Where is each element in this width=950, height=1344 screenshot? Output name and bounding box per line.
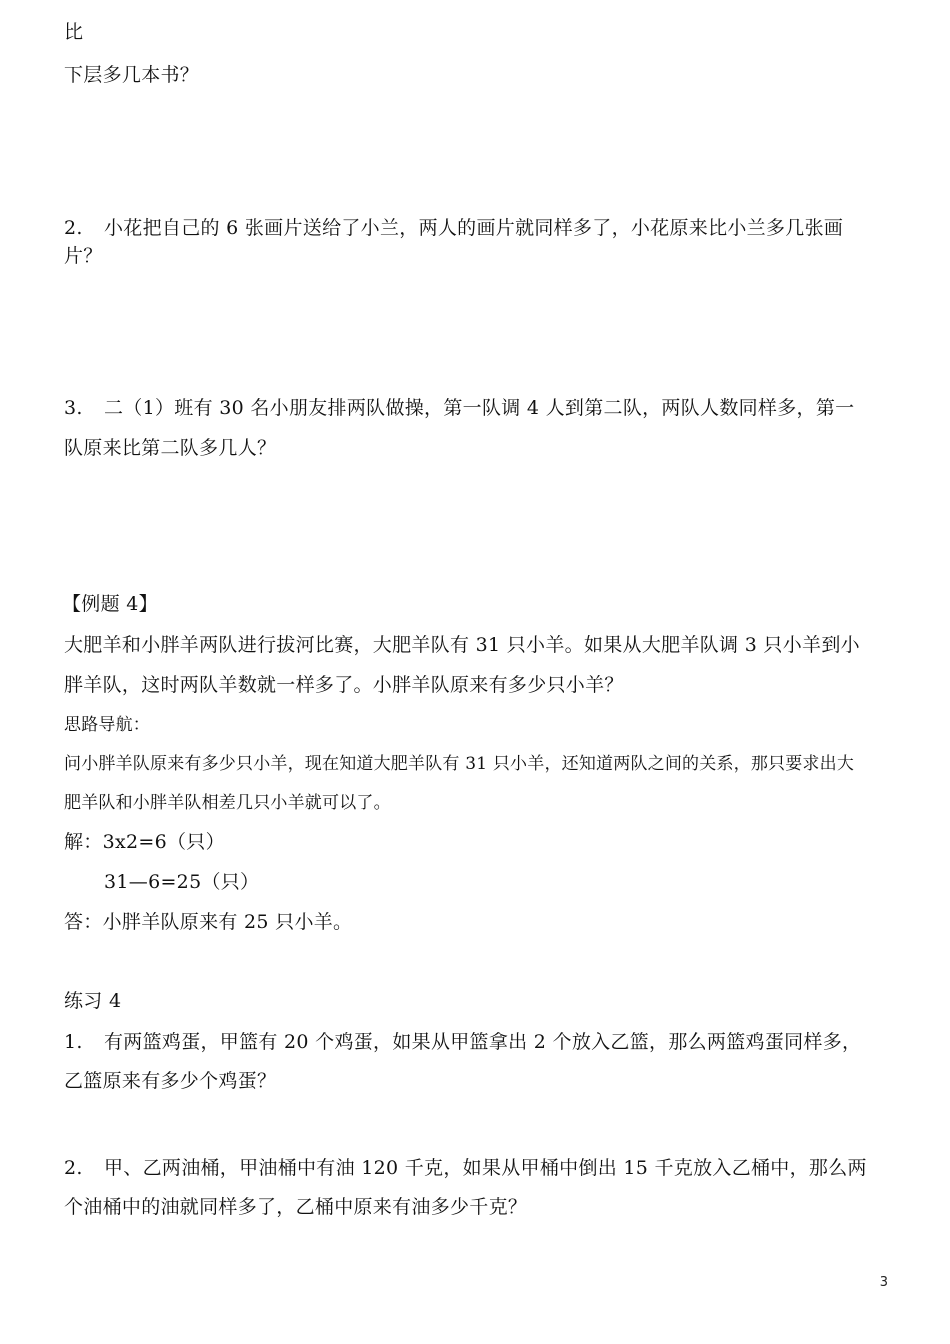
hint-line-1: 问小胖羊队原来有多少只小羊，现在知道大肥羊队有 31 只小羊，还知道两队之间的关系，那只要求出大: [64, 754, 855, 774]
question-number: 3.: [64, 397, 83, 419]
page-number: 3: [879, 1275, 888, 1290]
practice-text: 甲、乙两油桶，甲油桶中有油 120 千克，如果从甲桶中倒出 15 千克放入乙桶中，那么两: [104, 1157, 867, 1179]
text-line-top-1: 比: [64, 21, 84, 43]
solution-line-1: 解：3x2=6（只）: [64, 831, 225, 853]
question-text: 小花把自己的 6 张画片送给了小兰，两人的画片就同样多了，小花原来比小兰多几张画: [104, 217, 844, 239]
example-problem-line-1: 大肥羊和小胖羊两队进行拔河比赛，大肥羊队有 31 只小羊。如果从大肥羊队调 3 只小羊到小: [64, 634, 860, 656]
text-line-top-2: 下层多几本书？: [64, 64, 200, 86]
question-3-line-1: [64, 396, 854, 420]
question-3-line-2: 队原来比第二队多几人？: [64, 437, 277, 459]
answer-line: 答：小胖羊队原来有 25 只小羊。: [64, 911, 353, 933]
example-problem-line-2: 胖羊队，这时两队羊数就一样多了。小胖羊队原来有多少只小羊？: [64, 674, 624, 696]
practice-1-line-1: [64, 1030, 861, 1054]
question-2-line-2: 片？: [64, 245, 103, 267]
question-2-line-1: [64, 216, 843, 240]
question-number: 2.: [64, 217, 83, 239]
hint-line-2: 肥羊队和小胖羊队相差几只小羊就可以了。: [64, 793, 391, 813]
practice-1-line-2: 乙篮原来有多少个鸡蛋？: [64, 1070, 277, 1092]
practice-number: 2.: [64, 1157, 83, 1179]
practice-2-line-1: [64, 1156, 867, 1180]
example-title: 【例题 4】: [62, 593, 158, 615]
practice-2-line-2: 个油桶中的油就同样多了，乙桶中原来有油多少千克？: [64, 1196, 528, 1218]
question-text: 二（1）班有 30 名小朋友排两队做操，第一队调 4 人到第二队，两队人数同样多，第一: [104, 397, 855, 419]
solution-line-2: 31—6=25（只）: [104, 871, 260, 893]
practice-text: 有两篮鸡蛋，甲篮有 20 个鸡蛋，如果从甲篮拿出 2 个放入乙篮，那么两篮鸡蛋同样多，: [104, 1031, 862, 1053]
hint-label: 思路导航：: [64, 715, 150, 735]
practice-title: 练习 4: [64, 990, 122, 1012]
practice-number: 1.: [64, 1031, 83, 1053]
